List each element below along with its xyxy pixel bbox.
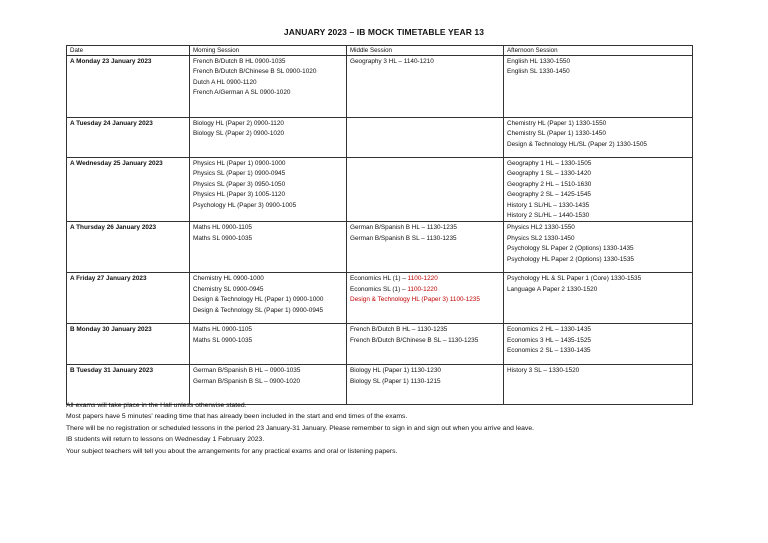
middle-cell xyxy=(347,118,504,158)
exam-entry: Chemistry SL (Paper 1) 1330-1450 xyxy=(507,130,606,138)
exam-entry: Physics HL2 1330-1550 xyxy=(507,224,575,232)
exam-entry: Design & Technology SL (Paper 1) 0900-0945 xyxy=(193,306,324,314)
exam-entry: Biology HL (Paper 1) 1130-1230 xyxy=(350,367,441,375)
date-cell: A Thursday 26 January 2023 xyxy=(67,222,190,273)
exam-entry: Physics HL (Paper 1) 0900-1000 xyxy=(193,160,286,167)
footer-note: There will be no registration or scheduled lessons in the period 23 January-31 January. Please remember to sign in and sign out when you arrive and leave. xyxy=(66,424,534,432)
exam-entry: Psychology HL Paper 2 (Options) 1330-1535 xyxy=(507,255,634,263)
exam-entry: Physics SL (Paper 3) 0950-1050 xyxy=(193,180,286,188)
exam-entry: Geography 2 SL – 1425-1545 xyxy=(507,191,591,199)
morning-cell xyxy=(190,365,347,405)
table-row xyxy=(67,324,693,365)
exam-entry: Geography 2 HL – 1510-1630 xyxy=(507,180,592,188)
date-cell: B Monday 30 January 2023 xyxy=(67,324,190,365)
exam-entry: Physics SL2 1330-1450 xyxy=(507,234,575,242)
footer-notes xyxy=(66,400,706,457)
timetable xyxy=(66,45,693,405)
table-row xyxy=(67,158,693,222)
exam-entry: Dutch A HL 0900-1120 xyxy=(193,78,257,86)
page-title: JANUARY 2023 – IB MOCK TIMETABLE YEAR 13 xyxy=(283,27,485,37)
exam-entry: Economics 2 SL – 1330-1435 xyxy=(507,347,591,355)
exam-label: Economics HL (1) – xyxy=(350,275,408,283)
header-morning: Morning Session xyxy=(190,46,347,56)
date-cell: A Tuesday 24 January 2023 xyxy=(67,118,190,158)
exam-entry: Design & Technology HL (Paper 1) 0900-1000 xyxy=(193,296,324,304)
afternoon-cell xyxy=(504,158,693,222)
footer-note: All exams will take place in the Hall unless otherwise stated. xyxy=(66,402,247,409)
exam-entry: German B/Spanish B SL – 1130-1235 xyxy=(350,234,457,242)
exam-entry: Design & Technology HL/SL (Paper 2) 1330-1505 xyxy=(507,140,647,148)
middle-cell xyxy=(347,158,504,222)
exam-entry xyxy=(350,285,500,295)
header-middle: Middle Session xyxy=(347,46,504,56)
exam-entry: French A/German A SL 0900-1020 xyxy=(193,89,291,97)
exam-entry: Biology SL (Paper 2) 0900-1020 xyxy=(193,130,285,138)
morning-cell xyxy=(190,222,347,273)
table-row xyxy=(67,222,693,273)
exam-entry: Psychology HL (Paper 3) 0900-1005 xyxy=(193,201,297,209)
afternoon-cell xyxy=(504,118,693,158)
middle-cell xyxy=(347,222,504,273)
exam-entry: Maths HL 0900-1105 xyxy=(193,326,252,334)
exam-entry: French B/Dutch B HL – 1130-1235 xyxy=(350,326,448,334)
exam-entry: French B/Dutch B HL 0900-1035 xyxy=(193,58,286,65)
table-row xyxy=(67,365,693,405)
exam-entry: Geography 3 HL – 1140-1210 xyxy=(350,58,434,65)
exam-entry: Psychology HL & SL Paper 1 (Core) 1330-1535 xyxy=(507,275,642,283)
afternoon-cell xyxy=(504,222,693,273)
morning-cell xyxy=(190,118,347,158)
exam-time-highlight: 1100-1220 xyxy=(407,275,438,283)
exam-entry: Economics 3 HL – 1435-1525 xyxy=(507,336,591,344)
exam-time-highlight: 1100-1220 xyxy=(407,285,438,293)
table-row xyxy=(67,118,693,158)
exam-entry: German B/Spanish B HL – 1130-1235 xyxy=(350,224,457,232)
exam-entry: Physics HL (Paper 3) 1005-1120 xyxy=(193,191,286,199)
exam-entry-highlight: Design & Technology HL (Paper 3) 1100-1235 xyxy=(350,296,480,304)
exam-entry: German B/Spanish B SL – 0900-1020 xyxy=(193,377,301,385)
middle-cell xyxy=(347,56,504,118)
exam-entry: Chemistry HL 0900-1000 xyxy=(193,275,264,283)
header-date: Date xyxy=(67,46,190,56)
exam-entry: English HL 1330-1550 xyxy=(507,58,571,65)
exam-entry: French B/Dutch B/Chinese B SL 0900-1020 xyxy=(193,68,317,76)
exam-entry: Maths SL 0900-1035 xyxy=(193,234,253,242)
exam-entry: Chemistry SL 0900-0945 xyxy=(193,285,264,293)
date-cell: A Wednesday 25 January 2023 xyxy=(67,158,190,222)
middle-cell xyxy=(347,365,504,405)
exam-entry: Chemistry HL (Paper 1) 1330-1550 xyxy=(507,120,607,127)
exam-entry: Language A Paper 2 1330-1520 xyxy=(507,285,598,293)
exam-entry: Biology HL (Paper 2) 0900-1120 xyxy=(193,120,284,127)
afternoon-cell xyxy=(504,365,693,405)
table-header-row xyxy=(67,46,693,56)
footer-note: IB students will return to lessons on Wednesday 1 February 2023. xyxy=(66,436,265,444)
exam-entry: Economics 2 HL – 1330-1435 xyxy=(507,326,591,334)
footer-note: Your subject teachers will tell you about the arrangements for any practical exams and oral or listening papers. xyxy=(66,447,398,455)
date-cell: A Monday 23 January 2023 xyxy=(67,56,190,118)
exam-entry: History 3 SL – 1330-1520 xyxy=(507,367,580,375)
exam-entry: Biology SL (Paper 1) 1130-1215 xyxy=(350,377,441,385)
exam-entry: History 1 SL/HL – 1330-1435 xyxy=(507,201,590,209)
date-cell: B Tuesday 31 January 2023 xyxy=(67,365,190,405)
exam-entry: Physics SL (Paper 1) 0900-0945 xyxy=(193,170,286,178)
morning-cell xyxy=(190,56,347,118)
morning-cell xyxy=(190,273,347,324)
exam-entry: Geography 1 HL – 1330-1505 xyxy=(507,160,592,167)
exam-entry: History 2 SL/HL – 1440-1530 xyxy=(507,212,590,220)
exam-entry: Geography 1 SL – 1330-1420 xyxy=(507,170,591,178)
table-row xyxy=(67,56,693,118)
exam-entry: Psychology SL Paper 2 (Options) 1330-1435 xyxy=(507,245,634,253)
exam-entry: German B/Spanish B HL – 0900-1035 xyxy=(193,367,301,375)
exam-entry xyxy=(350,274,500,284)
header-afternoon: Afternoon Session xyxy=(504,46,693,56)
exam-entry: Maths HL 0900-1105 xyxy=(193,224,252,232)
exam-label: Economics SL (1) – xyxy=(350,285,408,293)
middle-cell xyxy=(347,324,504,365)
morning-cell xyxy=(190,158,347,222)
afternoon-cell xyxy=(504,324,693,365)
exam-entry: French B/Dutch B/Chinese B SL – 1130-1235 xyxy=(350,336,479,344)
middle-cell xyxy=(347,273,504,324)
exam-entry: English SL 1330-1450 xyxy=(507,68,570,76)
footer-note: Most papers have 5 minutes' reading time that has already been included in the start and end times of the exams. xyxy=(66,413,408,421)
afternoon-cell xyxy=(504,273,693,324)
table-row xyxy=(67,273,693,324)
date-cell: A Friday 27 January 2023 xyxy=(67,273,190,324)
afternoon-cell xyxy=(504,56,693,118)
exam-entry: Maths SL 0900-1035 xyxy=(193,336,253,344)
morning-cell xyxy=(190,324,347,365)
